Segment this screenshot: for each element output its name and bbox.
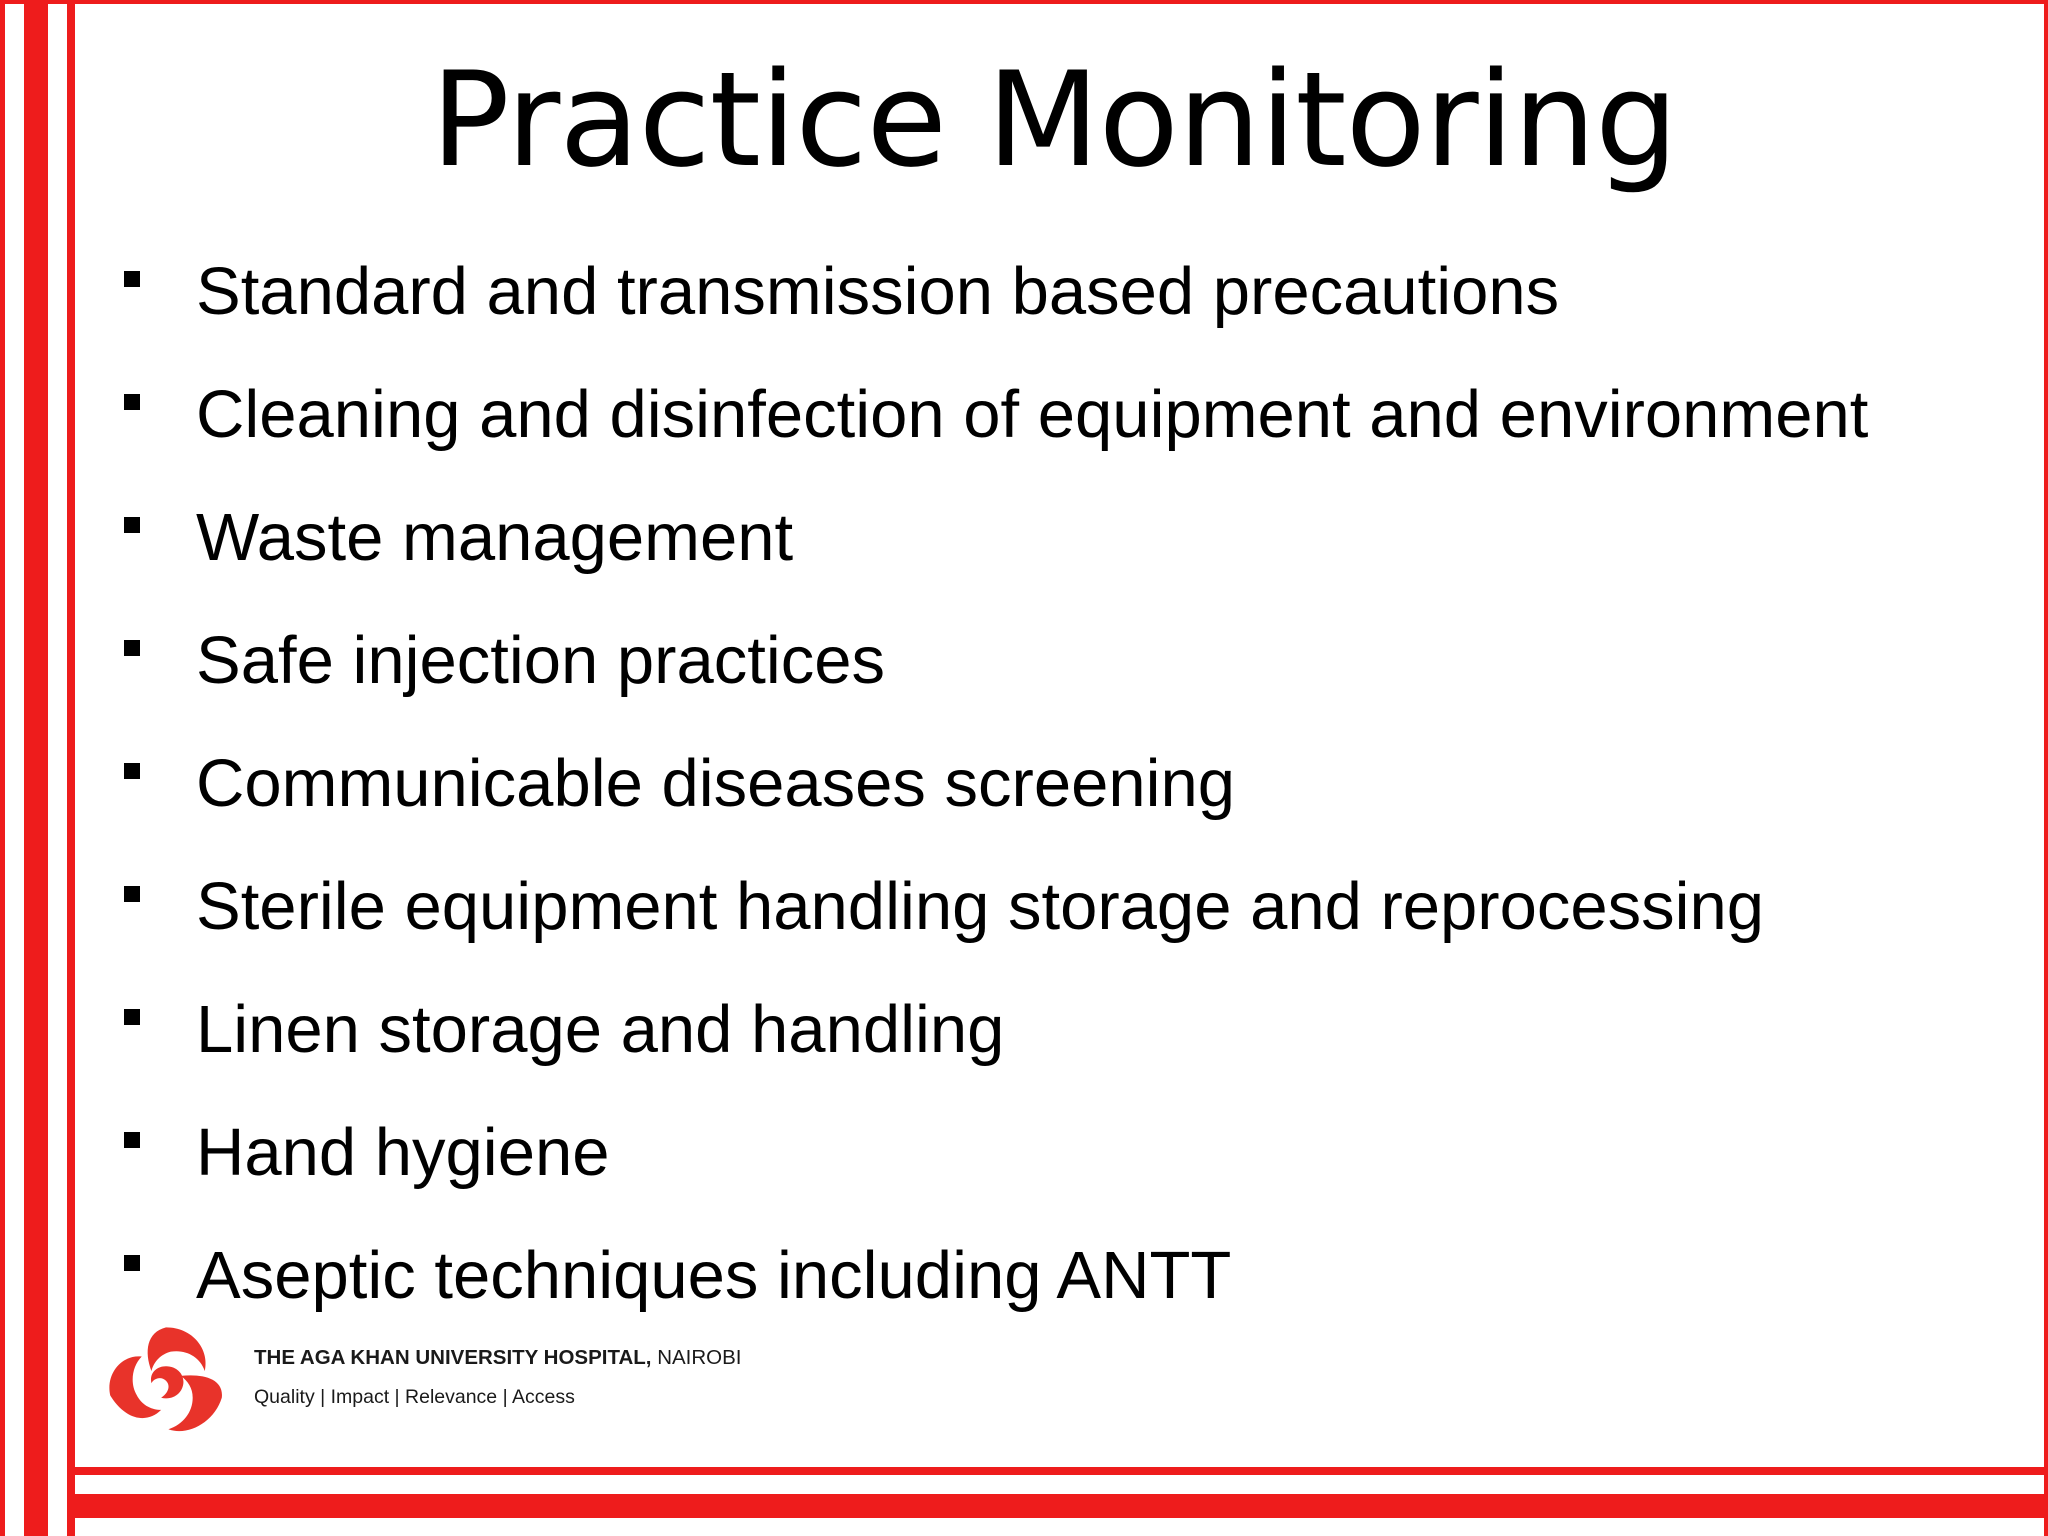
org-tagline: Quality | Impact | Relevance | Access bbox=[254, 1386, 575, 1408]
bullet-text: Waste management bbox=[196, 500, 794, 575]
frame-left-bar-2 bbox=[24, 0, 48, 1536]
square-bullet-icon bbox=[124, 1255, 140, 1271]
square-bullet-icon bbox=[124, 1009, 140, 1025]
bullet-text: Aseptic techniques including ANTT bbox=[196, 1238, 1232, 1313]
org-city: NAIROBI bbox=[657, 1346, 742, 1369]
square-bullet-icon bbox=[124, 394, 140, 410]
org-name bbox=[254, 1345, 742, 1371]
slide-title: Practice Monitoring bbox=[430, 43, 1678, 196]
bullet-text: Linen storage and handling bbox=[196, 992, 1005, 1067]
frame-bottom-bar-2 bbox=[75, 1494, 2048, 1518]
square-bullet-icon bbox=[124, 886, 140, 902]
frame-left-bar-1 bbox=[0, 0, 5, 1536]
frame-right-line bbox=[2044, 0, 2048, 1536]
square-bullet-icon bbox=[124, 517, 140, 533]
bullet-text: Standard and transmission based precautions bbox=[196, 254, 1560, 329]
frame-bottom-bar-1 bbox=[75, 1467, 2048, 1475]
square-bullet-icon bbox=[124, 640, 140, 656]
frame-top-line bbox=[0, 0, 2048, 4]
square-bullet-icon bbox=[124, 763, 140, 779]
bullet-text: Safe injection practices bbox=[196, 623, 885, 698]
square-bullet-icon bbox=[124, 271, 140, 287]
bullet-text: Hand hygiene bbox=[196, 1115, 610, 1190]
aga-khan-logo-icon bbox=[105, 1325, 227, 1439]
org-name-bold: THE AGA KHAN UNIVERSITY HOSPITAL, bbox=[254, 1346, 652, 1369]
bullet-text: Sterile equipment handling storage and reprocessing bbox=[196, 869, 1765, 944]
square-bullet-icon bbox=[124, 1132, 140, 1148]
bullet-text: Cleaning and disinfection of equipment and environment bbox=[196, 377, 1869, 452]
bullet-text: Communicable diseases screening bbox=[196, 746, 1236, 821]
frame-left-bar-3 bbox=[67, 0, 75, 1536]
